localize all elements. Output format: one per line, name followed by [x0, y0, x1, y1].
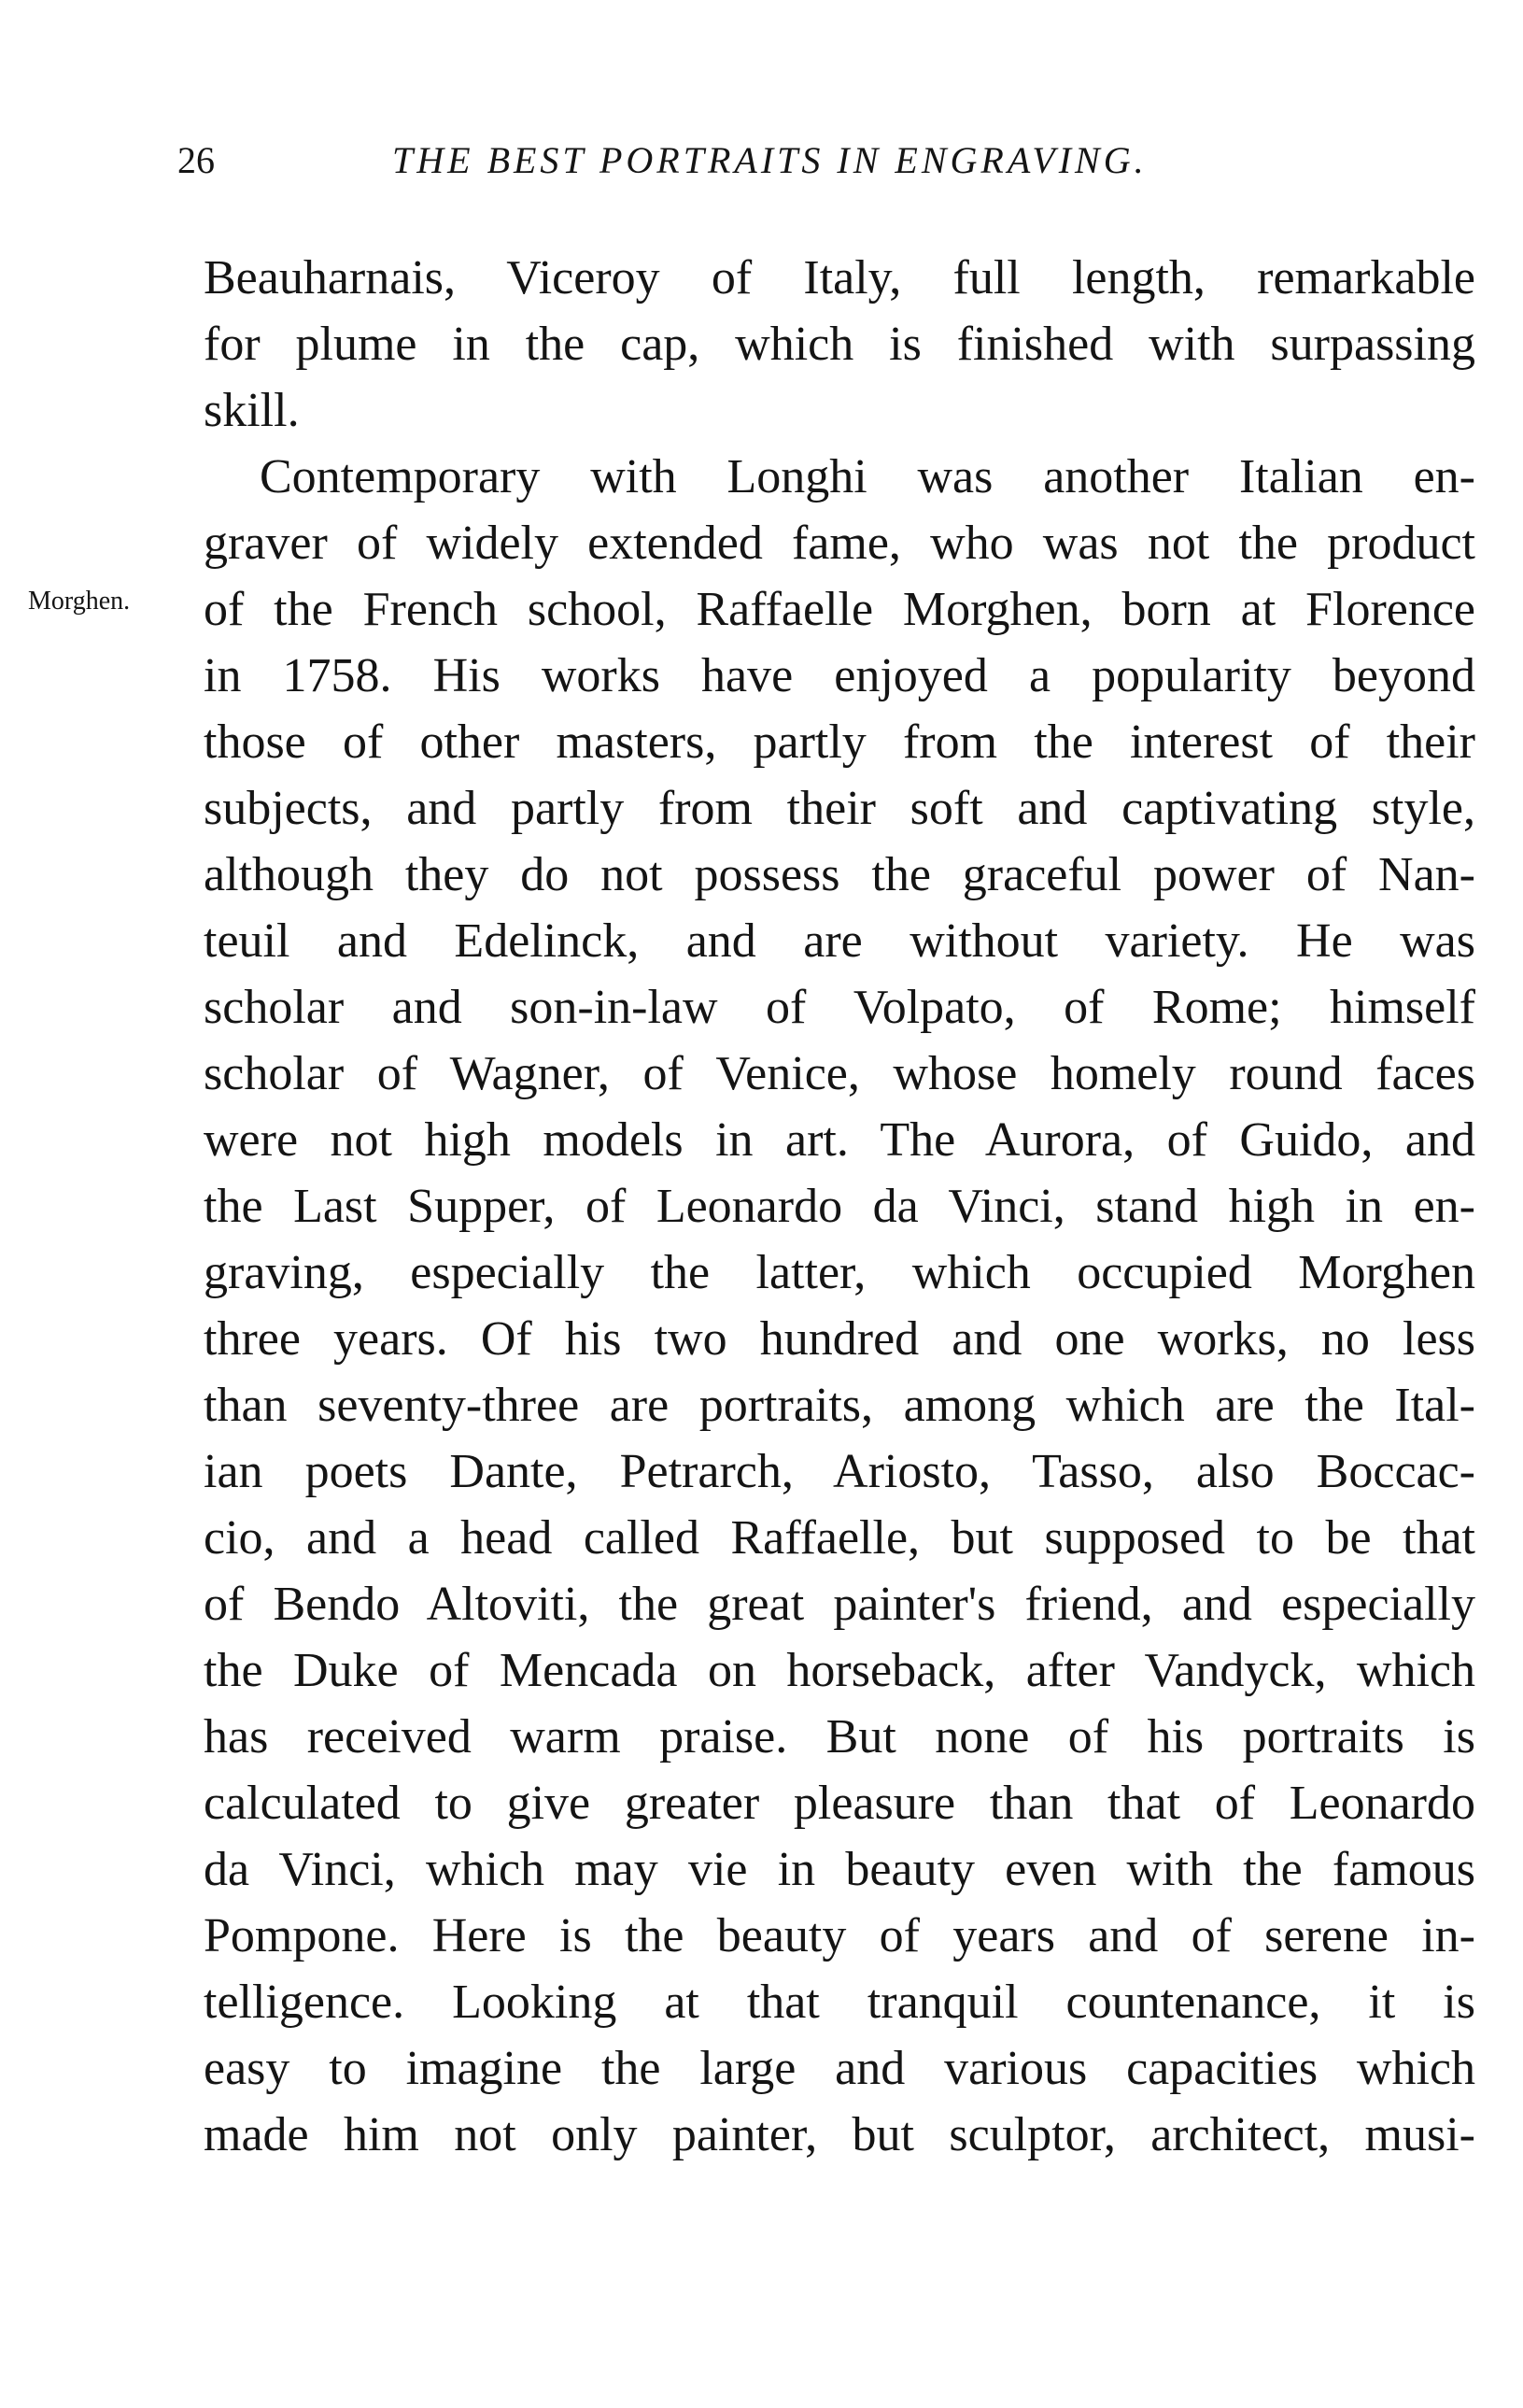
text-line: Pompone. Here is the beauty of years and of serene in- [204, 1909, 1475, 1962]
text-line: teuil and Edelinck, and are without variety. He was [204, 914, 1475, 968]
text-line: three years. Of his two hundred and one works, no less [204, 1312, 1475, 1366]
text-line: calculated to give greater pleasure than that of Leonardo [204, 1777, 1475, 1830]
text-line: scholar of Wagner, of Venice, whose homely round faces [204, 1047, 1475, 1100]
text-line: easy to imagine the large and various capacities which [204, 2042, 1475, 2095]
margin-note: Morghen. [28, 587, 131, 616]
text-line: those of other masters, partly from the interest of their [204, 715, 1475, 769]
running-head: THE BEST PORTRAITS IN ENGRAVING. [392, 139, 1148, 181]
text-line: than seventy-three are portraits, among which are the Ital- [204, 1379, 1475, 1432]
page-number: 26 [177, 139, 215, 181]
text-line: although they do not possess the graceful power of Nan- [204, 848, 1475, 901]
text-line: the Last Supper, of Leonardo da Vinci, stand high in en- [204, 1180, 1475, 1233]
text-line: telligence. Looking at that tranquil countenance, it is [204, 1976, 1475, 2029]
text-line: cio, and a head called Raffaelle, but supposed to be that [204, 1511, 1475, 1565]
text-line: graving, especially the latter, which occupied Morghen [204, 1246, 1475, 1299]
text-line: in 1758. His works have enjoyed a popularity beyond [204, 649, 1475, 702]
text-line: of the French school, Raffaelle Morghen, born at Florence [204, 583, 1475, 636]
text-line: of Bendo Altoviti, the great painter's friend, and especially [204, 1578, 1475, 1631]
text-line: da Vinci, which may vie in beauty even with the famous [204, 1843, 1475, 1896]
body-text [204, 245, 1475, 2168]
text-line: Contemporary with Longhi was another Italian en- [260, 450, 1475, 503]
text-line: subjects, and partly from their soft and captivating style, [204, 782, 1475, 835]
text-line: ian poets Dante, Petrarch, Ariosto, Tasso, also Boccac- [204, 1445, 1475, 1498]
text-line: graver of widely extended fame, who was not the product [204, 517, 1475, 570]
text-line: were not high models in art. The Aurora, of Guido, and [204, 1113, 1475, 1167]
text-line: scholar and son-in-law of Volpato, of Rome; himself [204, 981, 1475, 1034]
text-line: for plume in the cap, which is finished with surpassing [204, 318, 1475, 371]
text-line: has received warm praise. But none of his portraits is [204, 1710, 1475, 1764]
page-header [177, 138, 1335, 194]
text-line: skill. [204, 384, 300, 437]
text-line: the Duke of Mencada on horseback, after Vandyck, which [204, 1644, 1475, 1697]
text-line: made him not only painter, but sculptor, architect, musi- [204, 2108, 1475, 2161]
text-line: Beauharnais, Viceroy of Italy, full length, remarkable [204, 251, 1475, 305]
